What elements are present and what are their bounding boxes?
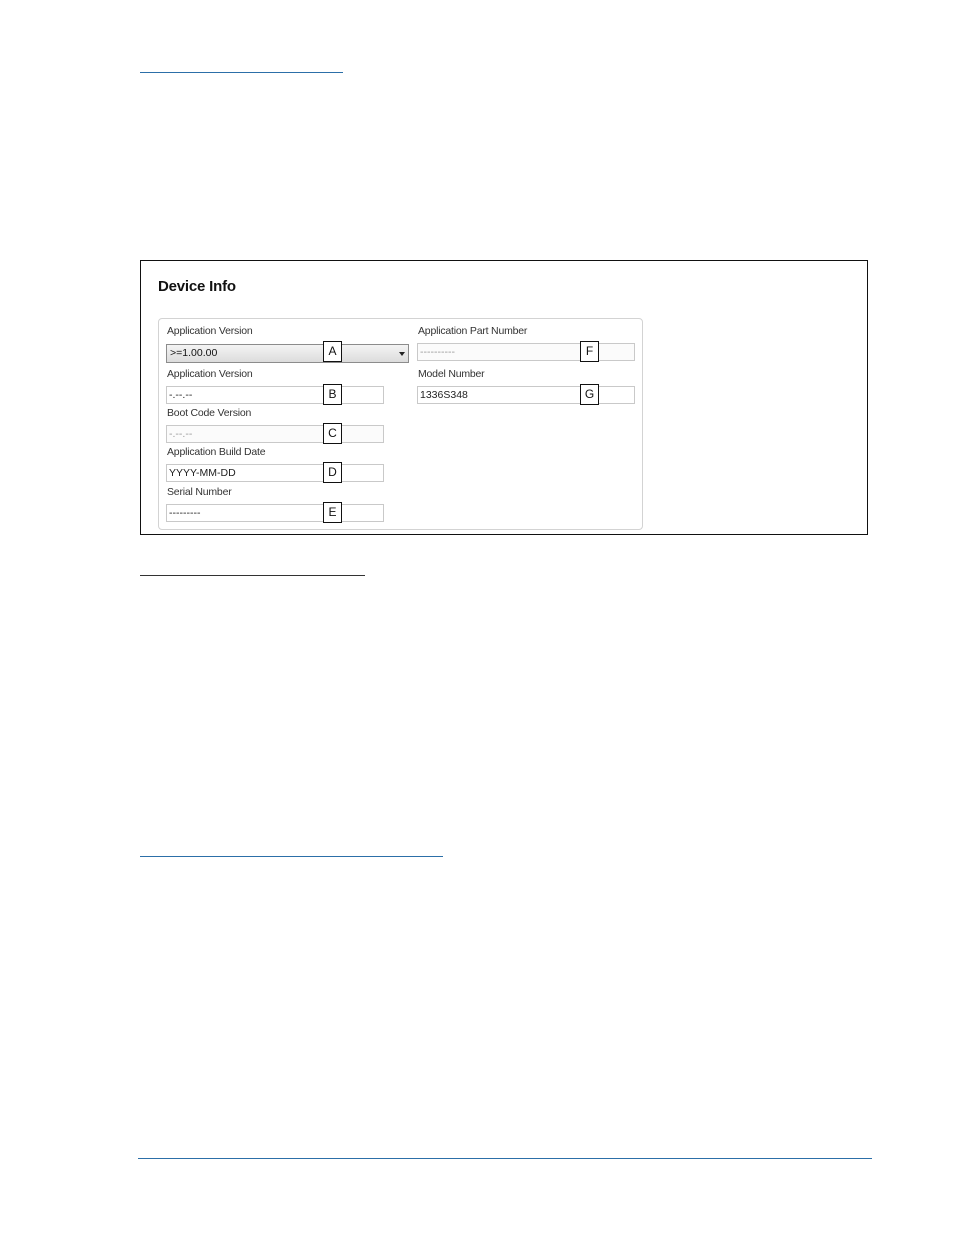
section-rule-1 bbox=[140, 575, 365, 576]
boot-code-version-field bbox=[166, 425, 384, 443]
application-version-field[interactable] bbox=[166, 386, 384, 404]
section-link-rule-2 bbox=[140, 856, 443, 857]
label-application-part-number: Application Part Number bbox=[418, 325, 528, 337]
device-info-figure bbox=[140, 260, 868, 535]
callout-e: E bbox=[323, 502, 342, 523]
serial-number-field[interactable] bbox=[166, 504, 384, 522]
figure-title: Device Info bbox=[158, 278, 236, 295]
label-application-version-select: Application Version bbox=[167, 325, 253, 337]
label-boot-code-version: Boot Code Version bbox=[167, 407, 252, 419]
label-application-version: Application Version bbox=[167, 368, 253, 380]
application-build-date-field[interactable] bbox=[166, 464, 384, 482]
chevron-down-icon[interactable] bbox=[399, 352, 405, 356]
callout-a: A bbox=[323, 341, 342, 362]
label-application-build-date: Application Build Date bbox=[167, 446, 266, 458]
callout-c: C bbox=[323, 423, 342, 444]
model-number-field[interactable] bbox=[417, 386, 635, 404]
callout-d: D bbox=[323, 462, 342, 483]
label-model-number: Model Number bbox=[418, 368, 485, 380]
application-part-number-field bbox=[417, 343, 635, 361]
footer-rule bbox=[138, 1158, 872, 1159]
device-info-panel bbox=[158, 318, 643, 530]
application-version-select-value: >=1.00.00 bbox=[170, 347, 218, 359]
callout-f: F bbox=[580, 341, 599, 362]
application-version-select[interactable] bbox=[166, 344, 409, 363]
header-link-rule bbox=[140, 72, 343, 73]
label-serial-number: Serial Number bbox=[167, 486, 232, 498]
callout-g: G bbox=[580, 384, 599, 405]
callout-b: B bbox=[323, 384, 342, 405]
